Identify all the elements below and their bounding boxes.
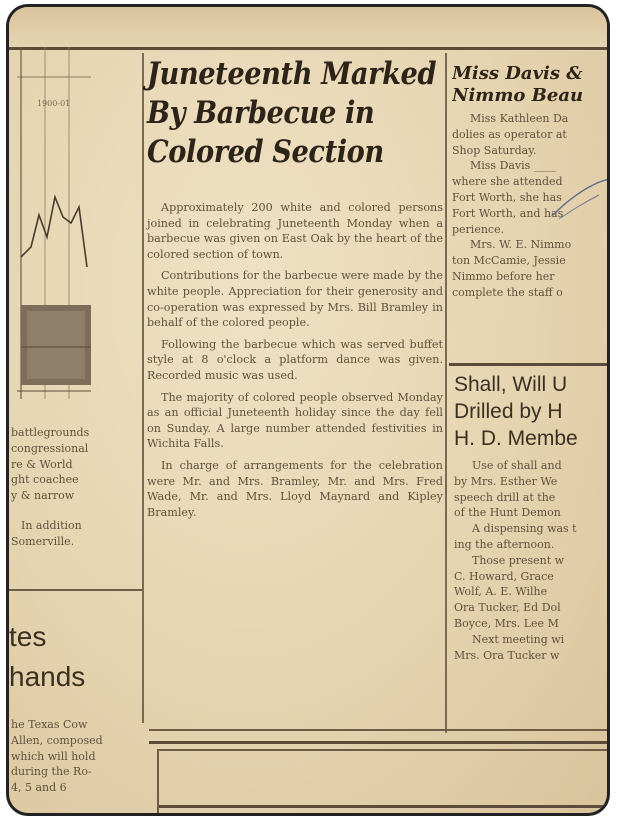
rt-line-11: Nimmo before her [452, 269, 555, 283]
article-body [147, 200, 443, 520]
rt-line-10: ton McCamie, Jessie [452, 254, 566, 268]
bottom-edge-rule [159, 805, 607, 808]
rb-line-5: A dispensing was t [472, 522, 577, 536]
left-column-text [11, 425, 139, 550]
left-bottom-line-5: 4, 5 and 6 [11, 781, 67, 795]
headline-line-3: Colored Section [147, 134, 384, 170]
right-bottom-headline-1: Shall, Will U [454, 373, 568, 396]
left-line-6 [11, 504, 139, 518]
photo-frame [6, 4, 610, 816]
rb-line-2: by Mrs. Esther We [454, 474, 558, 488]
rt-line-4: Miss Davis ____ [470, 159, 556, 173]
right-top-headline-2: Nimmo Beau [452, 85, 584, 106]
article-paragraph-5: In charge of arrangements for the celebration were Mr. and Mrs. Bramley, Mr. and Mrs. Fred Wade, Mr. and Mrs. Lloyd Maynard and Kipley Bramley. [147, 458, 443, 519]
rb-line-9: Wolf, A. E. Wilhe [454, 585, 548, 599]
chart-label: 1900-01 [37, 99, 71, 108]
rb-line-4: of the Hunt Demon [454, 506, 561, 520]
left-bottom-line-4: during the Ro- [11, 765, 92, 779]
right-section-rule [449, 363, 607, 366]
rb-line-12: Next meeting wi [472, 632, 565, 646]
rt-line-9: Mrs. W. E. Nimmo [470, 238, 572, 252]
left-line-7: In addition [21, 518, 82, 532]
rt-line-7: Fort Worth, and has [452, 206, 564, 220]
rt-line-1: Miss Kathleen Da [470, 112, 569, 125]
rb-line-10: Ora Tucker, Ed Dol [454, 601, 561, 615]
rt-line-3: Shop Saturday. [452, 143, 537, 157]
left-line-8: Somerville. [11, 534, 75, 548]
left-bottom-text [11, 717, 141, 796]
article-paragraph-3: Following the barbecue which was served buffet style at 8 o'clock a platform dance was given. Recorded music was used. [147, 337, 443, 382]
left-line-4: ght coachee [11, 473, 79, 487]
article-paragraph-1: Approximately 200 white and colored persons joined in celebrating Juneteenth Monday when a barbecue was given on East Oak by the heart of the colored section of town. [147, 201, 443, 261]
left-line-3: re & World [11, 457, 73, 471]
top-rule [9, 47, 607, 50]
left-line-5: y & narrow [11, 489, 75, 503]
rb-line-7: Those present w [472, 553, 565, 567]
rb-line-3: speech drill at the [454, 490, 556, 504]
rb-line-13: Mrs. Ora Tucker w [454, 648, 560, 662]
article-headline [147, 55, 446, 172]
newspaper-clipping [9, 7, 607, 813]
rt-line-6: Fort Worth, she has [452, 190, 562, 204]
headline-line-2: By Barbecue in [147, 95, 375, 131]
left-line-1: battlegrounds [11, 426, 90, 439]
right-top-headline-1: Miss Davis & [452, 63, 583, 84]
left-headline [9, 617, 139, 697]
bottom-rule-2 [149, 741, 607, 744]
article-paragraph-4: The majority of colored people observed Monday as an official Juneteenth holiday since the day fell on Sunday. A large number attended festivities in Wichita Falls. [147, 390, 443, 451]
left-headline-line-2: hands [9, 661, 86, 692]
rt-line-12: complete the staff o [452, 285, 563, 299]
rt-line-5: where she attended [452, 175, 563, 189]
left-column-divider [142, 53, 144, 723]
rt-line-8: perience. [452, 222, 505, 236]
left-section-rule [9, 589, 142, 591]
right-bottom-article [454, 371, 607, 663]
bottom-box [157, 749, 607, 813]
top-margin-strip [9, 7, 607, 51]
article-paragraph-2: Contributions for the barbecue were made by the white people. Appreciation for their generosity and co-operation was expressed by Mrs. Bill Bramley in behalf of the colored people. [147, 269, 443, 330]
rb-line-1: Use of shall and [472, 459, 562, 472]
rt-line-2: dolies as operator at [452, 127, 567, 141]
right-bottom-headline-3: H. D. Membe [454, 427, 578, 450]
rb-line-11: Boyce, Mrs. Lee M [454, 616, 559, 630]
left-bottom-line-3: which will hold [11, 749, 96, 763]
headline-line-1: Juneteenth Marked [147, 56, 437, 92]
left-chart [17, 47, 91, 399]
left-line-2: congressional [11, 441, 89, 455]
main-article [147, 55, 443, 526]
rb-line-6: ing the afternoon. [454, 537, 555, 551]
pencil-mark [549, 175, 607, 223]
rb-line-8: C. Howard, Grace [454, 569, 554, 583]
left-headline-line-1: tes [9, 621, 47, 652]
left-bottom-line-1: he Texas Cow [11, 718, 88, 731]
left-bottom-line-2: Allen, composed [11, 733, 103, 747]
right-bottom-headline-2: Drilled by H [454, 400, 563, 423]
bottom-rule-1 [149, 729, 607, 731]
